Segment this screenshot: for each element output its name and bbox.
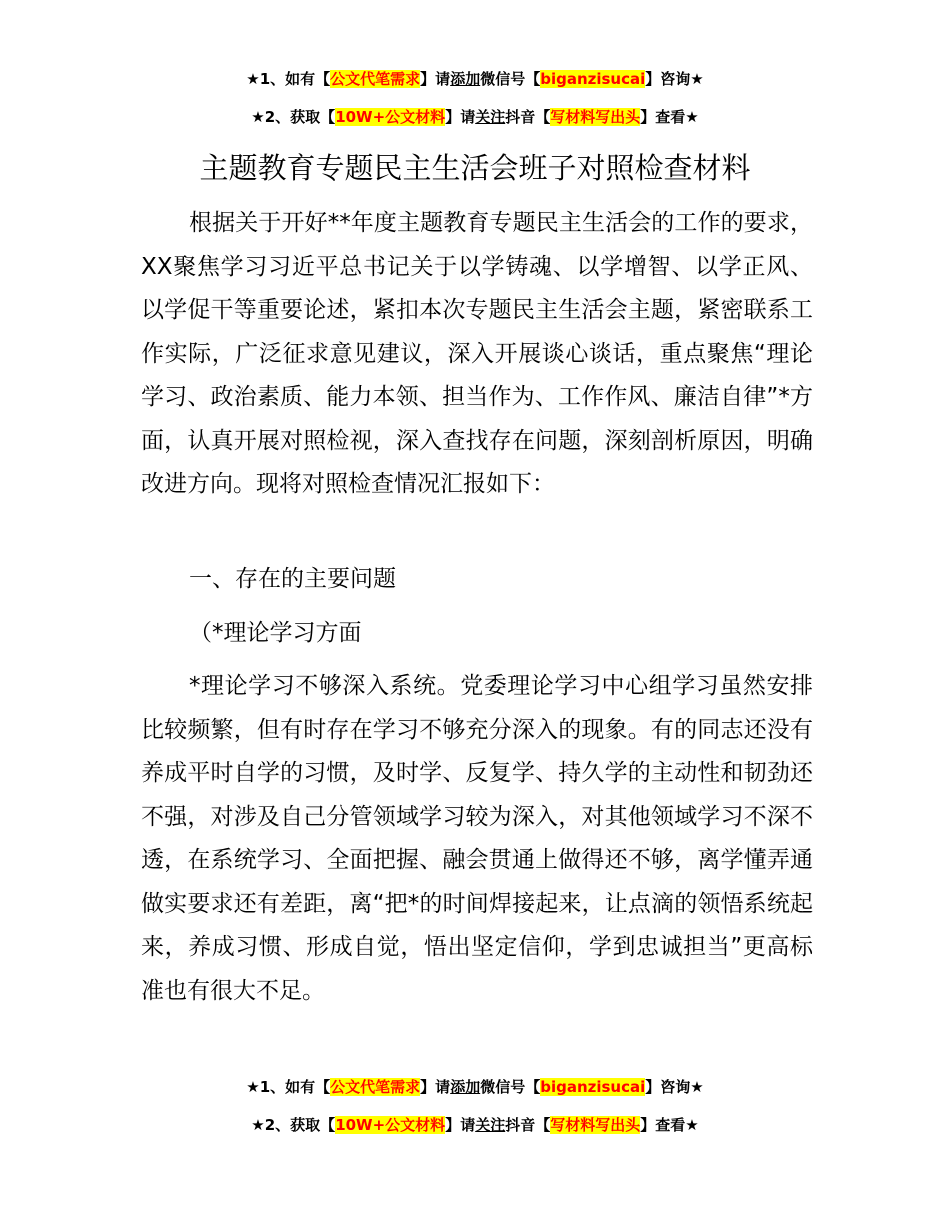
ad-mid2: 微信号【 [480,1078,541,1096]
ad-mid: 】请 [445,1116,476,1134]
ad-mid: 】请 [420,70,451,88]
ad-mid2: 抖音【 [505,1116,551,1134]
ad-prefix: ★1、如有【 [246,70,331,88]
ad-line-wechat-footer [0,1075,950,1099]
ad-mid2: 抖音【 [505,108,551,126]
ad-line-wechat [0,67,950,91]
subsection-heading: （*理论学习方面 [189,620,362,646]
ad-line-douyin [0,105,950,129]
ad-mid: 】请 [420,1078,451,1096]
ad-highlight-materials: 10W+公文材料 [335,1116,446,1134]
ad-underlined-action: 关注 [475,108,506,126]
ad-underlined-action: 添加 [450,70,481,88]
ad-prefix: ★2、获取【 [251,108,336,126]
ad-highlight-service: 公文代笔需求 [330,1078,421,1096]
ad-suffix: 】咨询★ [645,70,704,88]
document-title: 主题教育专题民主生活会班子对照检查材料 [199,151,751,185]
ad-highlight-wechat-id: biganzisucai [540,70,646,88]
body-paragraph: *理论学习不够深入系统。党委理论学习中心组学习虽然安排比较频繁，但有时存在学习不够充分深入的现象。有的同志还没有养成平时自学的习惯，及时学、反复学、持久学的主动性和韧劲还不强，对涉及自己分管领域学习较为深入，对其他领域学习不深不透，在系统学习、全面把握、融会贯通上做得还不够，离学懂弄通做实要求还有差距，离“把*的时间焊接起来，让点滴的领悟系统起来，养成习惯、形成自觉，悟出坚定信仰，学到忠诚担当”更高标准也有很大不足。 [141,673,813,1004]
ad-underlined-action: 关注 [475,1116,506,1134]
ad-mid2: 微信号【 [480,70,541,88]
ad-suffix: 】查看★ [640,1116,699,1134]
ad-highlight-douyin-id: 写材料写出头 [550,1116,641,1134]
ad-underlined-action: 添加 [450,1078,481,1096]
section-heading: 一、存在的主要问题 [189,566,396,592]
intro-paragraph: 根据关于开好**年度主题教育专题民主生活会的工作的要求，XX聚焦学习习近平总书记关于以学铸魂、以学增智、以学正风、以学促干等重要论述，紧扣本次专题民主生活会主题，紧密联系工作实际，广泛征求意见建议，深入开展谈心谈话，重点聚焦“理论学习、政治素质、能力本领、担当作为、工作作风、廉洁自律”*方面，认真开展对照检视，深入查找存在问题，深刻剖析原因，明确改进方向。现将对照检查情况汇报如下： [141,210,813,497]
ad-highlight-service: 公文代笔需求 [330,70,421,88]
ad-mid: 】请 [445,108,476,126]
ad-prefix: ★1、如有【 [246,1078,331,1096]
ad-suffix: 】查看★ [640,108,699,126]
ad-prefix: ★2、获取【 [251,1116,336,1134]
ad-highlight-douyin-id: 写材料写出头 [550,108,641,126]
ad-highlight-wechat-id: biganzisucai [540,1078,646,1096]
ad-line-douyin-footer [0,1113,950,1137]
ad-suffix: 】咨询★ [645,1078,704,1096]
ad-highlight-materials: 10W+公文材料 [335,108,446,126]
